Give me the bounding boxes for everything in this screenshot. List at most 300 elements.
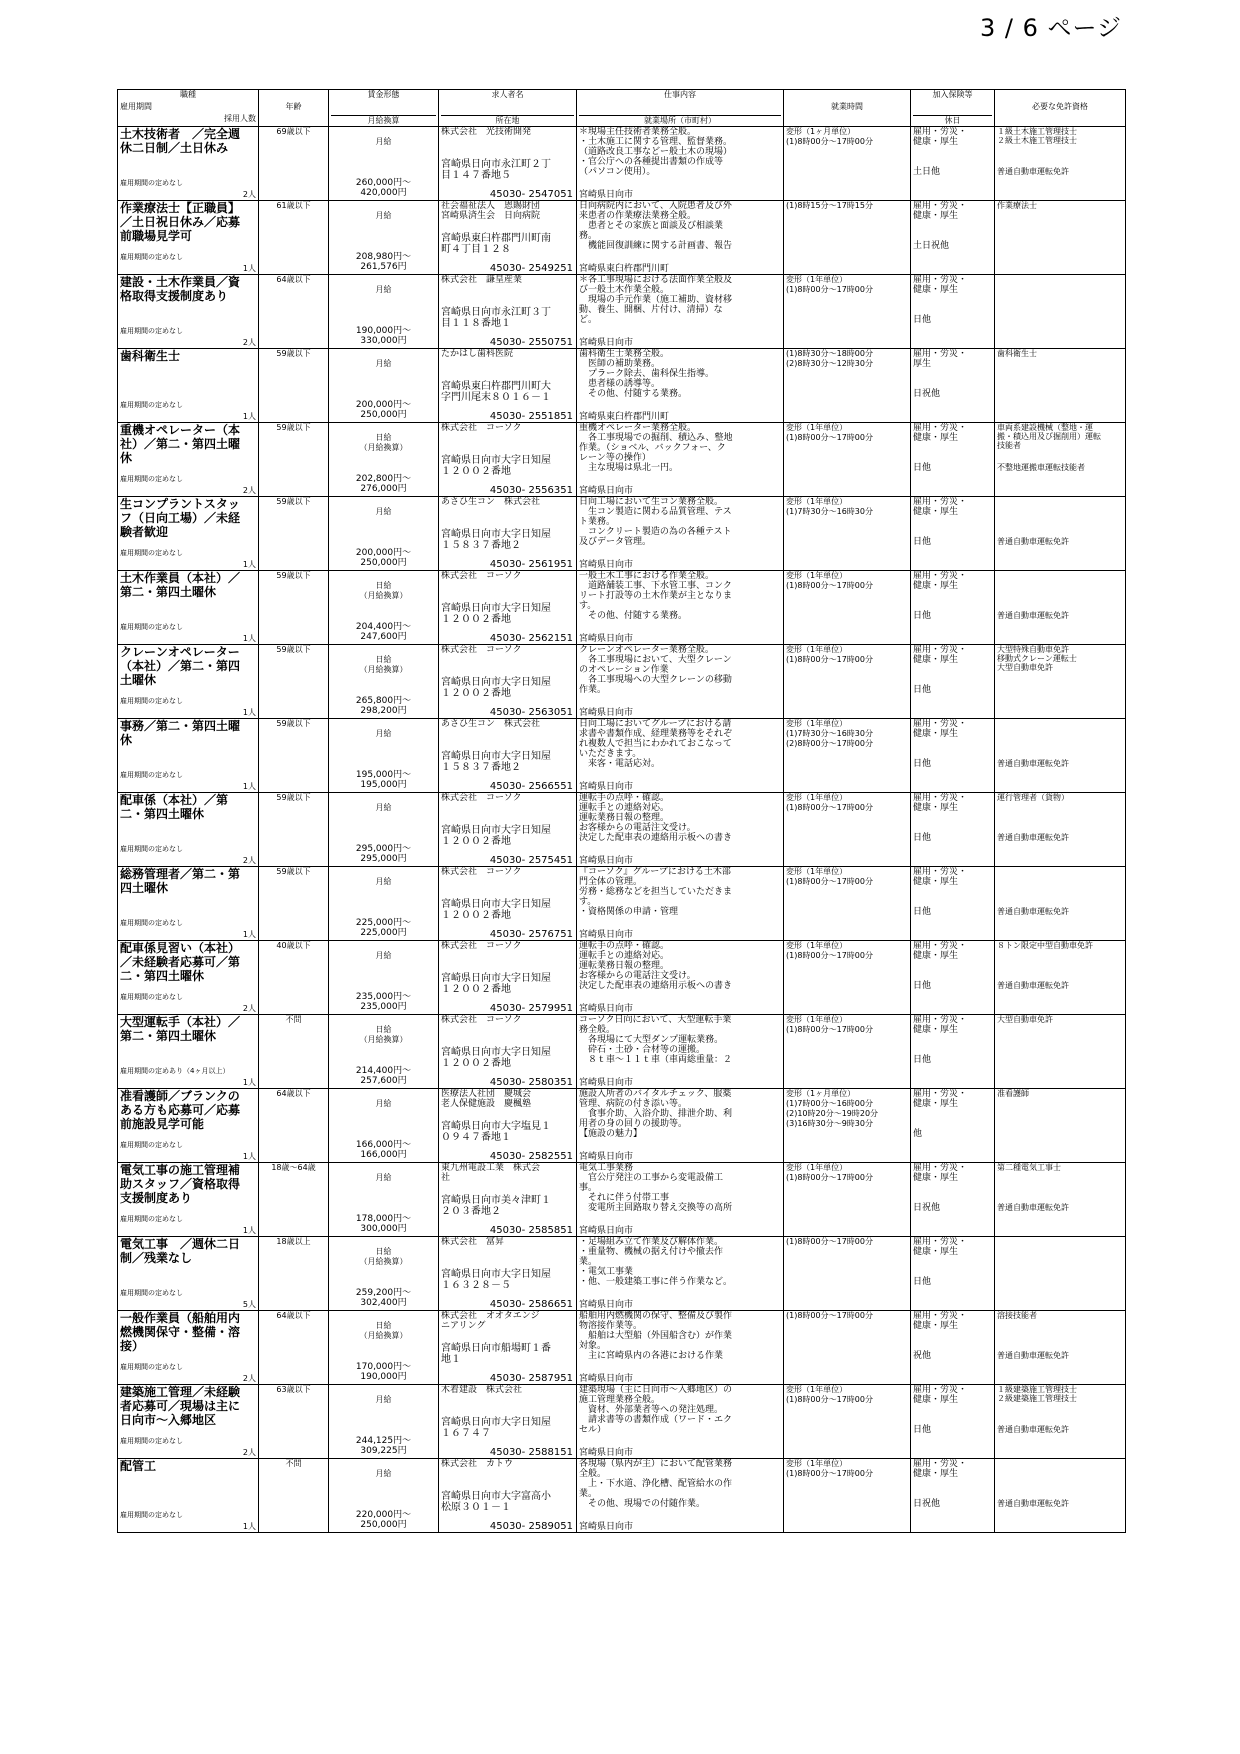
wage-sub: （月給換算） (359, 591, 408, 600)
wage-range: 295,000円～ 295,000円 (355, 844, 412, 864)
required-license: 大型特殊自動車免許 移動式クレーン運転士 大型自動車免許 (997, 645, 1077, 672)
job-cell (118, 201, 259, 275)
age-cell: 64歳以下 (259, 1089, 329, 1163)
job-cell (118, 867, 259, 941)
work-location: 宮崎県日向市 (579, 782, 634, 792)
job-description: 船舶用内燃機関の保守、整備及び製作 物溶接作業等。 船舶は大型船（外国船含む）が作業 対象。 主に宮崎県内の各港における作業 (579, 1311, 733, 1361)
company-address: 宮崎県日向市大字日知屋 １５８３７番地２ (441, 751, 551, 773)
company-address: 宮崎県日向市大字日知屋 １６７４７ (441, 1417, 551, 1439)
work-location: 宮崎県日向市 (579, 486, 634, 496)
hire-count: 2人 (242, 486, 256, 495)
insurance: 雇用・労災・ 健康・厚生 (913, 1163, 968, 1183)
insurance: 雇用・労災・ 健康・厚生 (913, 1089, 968, 1109)
hire-count: 1人 (242, 634, 256, 643)
company-cell (439, 1237, 577, 1311)
wage-type: 日給 (375, 1321, 392, 1330)
working-hours: 変形（1年単位） (1)8時00分～17時00分 (784, 1015, 911, 1089)
work-location: 宮崎県日向市 (579, 708, 634, 718)
work-location: 宮崎県日向市 (579, 1078, 634, 1088)
company-address: 宮崎県日向市大字日知屋 １２００２番地 (441, 603, 551, 625)
insurance-cell (911, 571, 995, 645)
job-description: 施設入所者のバイタルチェック、服薬 管理、病院の付き添い等。 食事介助、入浴介助、排泄介助、利 用者の身の回りの援助等。 【施設の魅力】 (579, 1089, 733, 1139)
working-hours: (1)8時15分～17時15分 (784, 201, 911, 275)
wage-cell (329, 423, 439, 497)
description-cell (577, 867, 784, 941)
license-cell (995, 1015, 1126, 1089)
required-license-2: 普通自動車運転免許 (997, 907, 1069, 916)
insurance-cell (911, 1015, 995, 1089)
holidays: 日祝他 (913, 1203, 941, 1213)
company-name: 東九州電設工業 株式会 社 (441, 1163, 541, 1183)
insurance: 雇用・労災・ 健康・厚生 (913, 1311, 968, 1331)
company-cell (439, 1015, 577, 1089)
wage-cell (329, 1459, 439, 1533)
age-cell: 59歳以下 (259, 571, 329, 645)
wage-cell (329, 793, 439, 867)
wage-cell (329, 571, 439, 645)
working-hours: 変形（1年単位） (1)8時00分～17時00分 (784, 571, 911, 645)
description-cell (577, 571, 784, 645)
license-cell (995, 867, 1126, 941)
job-number: 45030- 2582551 (489, 1151, 573, 1162)
hire-count: 1人 (242, 560, 256, 569)
job-description: 日向工場においてグループにおける請 求書や書類作成、経理業務等をそれぞ れ複数人で担当にわかれておこなって いただきます。 来客・電話応対。 (579, 719, 733, 769)
wage-type: 月給 (375, 359, 392, 368)
job-description: 日向工場において生コン業務全般。 生コン製造に関わる品質管理、テス ト業務。 コンクリート製造の為の各種テスト 及びデータ管理。 (579, 497, 732, 547)
company-address: 宮崎県日向市大字日知屋 １２００２番地 (441, 1047, 551, 1069)
required-license: 車両系建設機械（整地・運 搬・積込用及び掘削用）運転 技能者 (997, 423, 1101, 450)
description-cell (577, 1089, 784, 1163)
age-cell: 61歳以下 (259, 201, 329, 275)
job-description: コーソク日向において、大型運転手業 務全般。 各現場にて大型ダンプ運転業務。 砕石・土砂・合材等の運搬。 ８ｔ車～１１ｔ車（車両総重量：２ (579, 1015, 733, 1065)
description-cell (577, 1311, 784, 1385)
company-address: 宮崎県日向市大字日知屋 １２００２番地 (441, 455, 551, 477)
job-cell (118, 571, 259, 645)
license-cell (995, 497, 1126, 571)
wage-type: 月給 (375, 211, 392, 220)
age-cell: 59歳以下 (259, 349, 329, 423)
job-title: 電気工事の施工管理補 助スタッフ／資格取得 支援制度あり (120, 1163, 241, 1205)
working-hours: 変形（1年単位） (1)7時30分～16時30分 (2)8時00分～17時00分 (784, 719, 911, 793)
wage-range: 166,000円～ 166,000円 (355, 1140, 412, 1160)
company-address: 宮崎県日向市大字日知屋 １５８３７番地２ (441, 529, 551, 551)
job-description: 一般土木工事における作業全般。 道路舗装工事、下水管工事、コンク リート打設等の土木作業が主となりま す。 その他、付随する業務。 (579, 571, 733, 621)
company-cell (439, 645, 577, 719)
working-hours: (1)8時30分～18時00分 (2)8時30分～12時30分 (784, 349, 911, 423)
license-cell (995, 1163, 1126, 1237)
required-license-2: 普通自動車運転免許 (997, 833, 1069, 842)
wage-range: 202,800円～ 276,000円 (355, 474, 412, 494)
company-name: あさひ生コン 株式会社 (441, 497, 541, 507)
company-cell (439, 1459, 577, 1533)
wage-cell (329, 719, 439, 793)
company-cell (439, 1385, 577, 1459)
work-location: 宮崎県日向市 (579, 1226, 634, 1236)
required-license-2: 普通自動車運転免許 (997, 611, 1069, 620)
table-row (118, 1311, 1126, 1385)
company-name: たかはし歯科医院 (441, 349, 514, 359)
table-row (118, 793, 1126, 867)
description-cell (577, 127, 784, 201)
job-number: 45030- 2588151 (489, 1447, 573, 1458)
job-cell (118, 1163, 259, 1237)
table-row (118, 423, 1126, 497)
insurance-cell (911, 1237, 995, 1311)
insurance: 雇用・労災・ 厚生 (913, 349, 968, 369)
required-license: １級建築施工管理技士 ２級建築施工管理技士 (997, 1385, 1077, 1403)
wage-type: 月給 (375, 1469, 392, 1478)
insurance-cell (911, 645, 995, 719)
job-cell (118, 1311, 259, 1385)
header-desc: 仕事内容 就業場所（市町村） (577, 90, 784, 127)
wage-type: 月給 (375, 285, 392, 294)
working-hours: 変形（1年単位） (1)8時00分～17時00分 (784, 793, 911, 867)
required-license: 大型自動車免許 (997, 1015, 1053, 1024)
job-title: 建設・土木作業員／資 格取得支援制度あり (120, 275, 241, 303)
wage-cell (329, 1385, 439, 1459)
company-address: 宮崎県東臼杵郡門川町南 町４丁目１２８ (441, 233, 551, 255)
employment-period: 雇用期間の定めなし (120, 1289, 183, 1297)
working-hours: 変形（1年単位） (1)8時00分～17時00分 (784, 645, 911, 719)
job-title: 建築施工管理／未経験 者応募可／現場は主に 日向市～入郷地区 (120, 1385, 241, 1427)
company-name: 株式会社 光技術開発 (441, 127, 532, 137)
job-number: 45030- 2562151 (489, 633, 573, 644)
holidays: 日他 (913, 685, 932, 695)
license-cell (995, 1237, 1126, 1311)
holidays: 日他 (913, 1055, 932, 1065)
job-number: 45030- 2589051 (489, 1521, 573, 1532)
required-license-2: 普通自動車運転免許 (997, 537, 1069, 546)
wage-type: 日給 (375, 581, 392, 590)
required-license: 作業療法士 (997, 201, 1037, 210)
wage-range: 178,000円～ 300,000円 (355, 1214, 412, 1234)
job-number: 45030- 2585851 (489, 1225, 573, 1236)
header-wage: 賃金形態 月給換算 (329, 90, 439, 127)
holidays: 日他 (913, 611, 932, 621)
company-name: 社会福祉法人 恩賜財団 宮崎県済生会 日向病院 (441, 201, 541, 221)
job-description: 電気工事業務 官公庁発注の工事から変電設備工 事。 それに伴う付帯工事 変電所主回路取り替え交換等の高所 (579, 1163, 733, 1213)
company-name: 株式会社 コーソク (441, 867, 522, 877)
holidays: 日他 (913, 833, 932, 843)
job-number: 45030- 2547051 (489, 189, 573, 200)
company-cell (439, 349, 577, 423)
wage-cell (329, 1311, 439, 1385)
job-title: 重機オペレーター（本 社）／第二・第四土曜 休 (120, 423, 241, 465)
header-license: 必要な免許資格 (995, 90, 1126, 127)
header-insurance: 加入保険等 休日 (911, 90, 995, 127)
description-cell (577, 1237, 784, 1311)
insurance: 雇用・労災・ 健康・厚生 (913, 1385, 968, 1405)
required-license: 第二種電気工事士 (997, 1163, 1061, 1172)
employment-period: 雇用期間の定めなし (120, 1141, 183, 1149)
license-cell (995, 645, 1126, 719)
employment-period: 雇用期間の定めなし (120, 623, 183, 631)
job-description: ＊各工事現場における法面作業全般及 び一般土木作業全般。 現場の手元作業（施工補助、資材移 動、養生、開梱、片付け、清掃）な ど。 (579, 275, 733, 325)
job-cell (118, 719, 259, 793)
insurance-cell (911, 867, 995, 941)
job-cell (118, 793, 259, 867)
wage-sub: （月給換算） (359, 443, 408, 452)
required-license-2: 普通自動車運転免許 (997, 167, 1069, 176)
work-location: 宮崎県日向市 (579, 1374, 634, 1384)
job-number: 45030- 2580351 (489, 1077, 573, 1088)
age-cell: 59歳以下 (259, 497, 329, 571)
holidays: 日祝他 (913, 389, 941, 399)
wage-range: 259,200円～ 302,400円 (355, 1288, 412, 1308)
job-cell (118, 127, 259, 201)
job-cell (118, 1385, 259, 1459)
wage-type: 月給 (375, 803, 392, 812)
description-cell (577, 1385, 784, 1459)
wage-sub: （月給換算） (359, 665, 408, 674)
working-hours: 変形（1年単位） (1)8時00分～17時00分 (784, 867, 911, 941)
license-cell (995, 1385, 1126, 1459)
employment-period: 雇用期間の定めなし (120, 327, 183, 335)
company-address: 宮崎県日向市美々津町１ ２０３番地２ (441, 1195, 551, 1217)
work-location: 宮崎県日向市 (579, 1300, 634, 1310)
age-cell: 不問 (259, 1459, 329, 1533)
working-hours: 変形（1ヶ月単位） (1)8時00分～17時00分 (784, 127, 911, 201)
hire-count: 2人 (242, 338, 256, 347)
wage-type: 月給 (375, 877, 392, 886)
company-name: 木着建設 株式会社 (441, 1385, 523, 1395)
table-row (118, 1015, 1126, 1089)
description-cell (577, 497, 784, 571)
required-license-2: 不整地運搬車運転技能者 (997, 463, 1085, 472)
header-row (118, 90, 1126, 127)
company-address: 宮崎県東臼杵郡門川町大 字門川尾末８０１６－１ (441, 381, 551, 403)
holidays: 日他 (913, 981, 932, 991)
description-cell (577, 645, 784, 719)
age-cell: 18歳～64歳 (259, 1163, 329, 1237)
company-name: 株式会社 謙皇産業 (441, 275, 523, 285)
hire-count: 5人 (242, 1300, 256, 1309)
company-address: 宮崎県日向市永江町３丁 目１１８番地１ (441, 307, 551, 329)
age-cell: 18歳以上 (259, 1237, 329, 1311)
company-address: 宮崎県日向市大字日知屋 １２００２番地 (441, 825, 551, 847)
employment-period: 雇用期間の定めなし (120, 1437, 183, 1445)
license-cell (995, 1089, 1126, 1163)
description-cell (577, 201, 784, 275)
license-cell (995, 201, 1126, 275)
company-name: 株式会社 コーソク (441, 1015, 522, 1025)
job-description: 各現場（県内が主）において配管業務 全般。 上・下水道、浄化槽、配管給水の作 業。 その他、現場での付随作業。 (579, 1459, 733, 1509)
age-cell: 59歳以下 (259, 719, 329, 793)
description-cell (577, 1015, 784, 1089)
table-row (118, 571, 1126, 645)
required-license-2: 普通自動車運転免許 (997, 1499, 1069, 1508)
company-name: あさひ生コン 株式会社 (441, 719, 541, 729)
company-address: 宮崎県日向市大字塩見１ ０９４７番地１ (441, 1121, 551, 1143)
job-number: 45030- 2549251 (489, 263, 573, 274)
description-cell (577, 719, 784, 793)
holidays: 土日祝他 (913, 241, 950, 251)
wage-cell (329, 201, 439, 275)
employment-period: 雇用期間の定めなし (120, 993, 183, 1001)
wage-range: 200,000円～ 250,000円 (355, 548, 412, 568)
hire-count: 1人 (242, 412, 256, 421)
hire-count: 2人 (242, 1374, 256, 1383)
table-row (118, 719, 1126, 793)
employment-period: 雇用期間の定めなし (120, 697, 183, 705)
work-location: 宮崎県日向市 (579, 1522, 634, 1532)
hire-count: 1人 (242, 782, 256, 791)
wage-cell (329, 497, 439, 571)
holidays: 日祝他 (913, 1499, 941, 1509)
hire-count: 2人 (242, 856, 256, 865)
wage-type: 月給 (375, 1395, 392, 1404)
wage-type: 日給 (375, 655, 392, 664)
holidays: 土日他 (913, 167, 941, 177)
wage-range: 235,000円～ 235,000円 (355, 992, 412, 1012)
wage-cell (329, 275, 439, 349)
working-hours: 変形（1年単位） (1)8時00分～17時00分 (784, 1163, 911, 1237)
employment-period: 雇用期間の定めなし (120, 475, 183, 483)
company-name: 株式会社 コーソク (441, 423, 522, 433)
job-title: 生コンプラントスタッ フ（日向工場）／未経 験者歓迎 (120, 497, 241, 539)
working-hours: 変形（1年単位） (1)8時00分～17時00分 (784, 1459, 911, 1533)
holidays: 日他 (913, 1277, 932, 1287)
insurance: 雇用・労災・ 健康・厚生 (913, 719, 968, 739)
insurance-cell (911, 1311, 995, 1385)
employment-period: 雇用期間の定めなし (120, 771, 183, 779)
company-cell (439, 423, 577, 497)
job-number: 45030- 2579951 (489, 1003, 573, 1014)
description-cell (577, 1459, 784, 1533)
insurance-cell (911, 201, 995, 275)
job-description: 日向病院内において、入院患者及び外 来患者の作業療法業務全般。 患者とその家族と面談及び相談業 務。 機能回復訓練に関する計画書、報告 (579, 201, 733, 251)
job-listing-table (117, 89, 1126, 1533)
table-row (118, 497, 1126, 571)
wage-type: 日給 (375, 433, 392, 442)
work-location: 宮崎県日向市 (579, 1152, 634, 1162)
required-license: 歯科衛生士 (997, 349, 1037, 358)
company-cell (439, 275, 577, 349)
work-location: 宮崎県日向市 (579, 560, 634, 570)
job-cell (118, 349, 259, 423)
company-address: 宮崎県日向市大字日知屋 １６３２８－５ (441, 1269, 551, 1291)
insurance-cell (911, 1089, 995, 1163)
hire-count: 1人 (242, 1078, 256, 1087)
job-title: 配車係（本社）／第 二・第四土曜休 (120, 793, 229, 821)
working-hours: 変形（1年単位） (1)8時00分～17時00分 (784, 275, 911, 349)
employment-period: 雇用期間の定めなし (120, 1363, 183, 1371)
employment-period: 雇用期間の定めあり（4ヶ月以上） (120, 1067, 230, 1075)
job-title: 土木作業員（本社）／ 第二・第四土曜休 (120, 571, 241, 599)
company-cell (439, 1163, 577, 1237)
work-location: 宮崎県日向市 (579, 856, 634, 866)
wage-cell (329, 867, 439, 941)
wage-cell (329, 1163, 439, 1237)
hire-count: 1人 (242, 1152, 256, 1161)
insurance-cell (911, 127, 995, 201)
job-description: 『コーソク』グループにおける土木部 門全体の管理。 労務・総務などを担当していただきま す。 ・資格関係の申請・管理 (579, 867, 733, 917)
hire-count: 2人 (242, 190, 256, 199)
job-title: 総務管理者／第二・第 四土曜休 (120, 867, 241, 895)
working-hours: 変形（1ヶ月単位） (1)7時00分～16時00分 (2)10時20分～19時20分 (3)16時30分～9時30分 (784, 1089, 911, 1163)
hire-count: 1人 (242, 1522, 256, 1531)
wage-range: 244,125円～ 309,225円 (355, 1436, 412, 1456)
company-cell (439, 719, 577, 793)
wage-type: 月給 (375, 1173, 392, 1182)
employment-period: 雇用期間の定めなし (120, 845, 183, 853)
holidays: 日他 (913, 315, 932, 325)
holidays: 祝他 (913, 1351, 932, 1361)
job-title: 一般作業員（船舶用内 燃機関保守・整備・溶 接） (120, 1311, 241, 1353)
age-cell: 40歳以下 (259, 941, 329, 1015)
job-number: 45030- 2556351 (489, 485, 573, 496)
job-description: ＊現場主任技術者業務全般。 ・土木施工に関する管理、監督業務。 （道路改良工事などー般土木の現場） ・官公庁への各種提出書類の作成等 （パソコン使用）。 (579, 127, 733, 177)
insurance-cell (911, 719, 995, 793)
wage-range: 214,400円～ 257,600円 (355, 1066, 412, 1086)
insurance-cell (911, 275, 995, 349)
wage-type: 日給 (375, 1247, 392, 1256)
description-cell (577, 941, 784, 1015)
working-hours: (1)8時00分～17時00分 (784, 1237, 911, 1311)
hire-count: 2人 (242, 1448, 256, 1457)
holidays: 日他 (913, 463, 932, 473)
license-cell (995, 941, 1126, 1015)
table-row (118, 1089, 1126, 1163)
company-name: 株式会社 富昇 (441, 1237, 505, 1247)
license-cell (995, 793, 1126, 867)
wage-sub: （月給換算） (359, 1035, 408, 1044)
work-location: 宮崎県東臼杵郡門川町 (579, 264, 670, 274)
table-row (118, 1163, 1126, 1237)
wage-type: 日給 (375, 1025, 392, 1034)
required-license: 運行管理者（貨物） (997, 793, 1069, 802)
job-number: 45030- 2575451 (489, 855, 573, 866)
job-cell (118, 645, 259, 719)
job-title: 作業療法士【正職員】 ／土日祝日休み／応募 前職場見学可 (120, 201, 241, 243)
work-location: 宮崎県東臼杵郡門川町 (579, 412, 670, 422)
job-cell (118, 1459, 259, 1533)
job-title: 事務／第二・第四土曜 休 (120, 719, 241, 747)
work-location: 宮崎県日向市 (579, 634, 634, 644)
insurance: 雇用・労災・ 健康・厚生 (913, 1459, 968, 1479)
wage-cell (329, 349, 439, 423)
company-cell (439, 941, 577, 1015)
insurance-cell (911, 423, 995, 497)
job-title: クレーンオペレーター （本社）／第二・第四 土曜休 (120, 645, 241, 687)
company-address: 宮崎県日向市大字日知屋 １２００２番地 (441, 973, 551, 995)
employment-period: 雇用期間の定めなし (120, 919, 183, 927)
holidays: 日他 (913, 1425, 932, 1435)
job-number: 45030- 2576751 (489, 929, 573, 940)
age-cell: 69歳以下 (259, 127, 329, 201)
license-cell (995, 571, 1126, 645)
company-name: 株式会社 コーソク (441, 571, 522, 581)
table-row (118, 1237, 1126, 1311)
job-cell (118, 497, 259, 571)
job-number: 45030- 2561951 (489, 559, 573, 570)
age-cell: 64歳以下 (259, 275, 329, 349)
age-cell: 不問 (259, 1015, 329, 1089)
job-number: 45030- 2566551 (489, 781, 573, 792)
wage-cell (329, 1237, 439, 1311)
insurance: 雇用・労災・ 健康・厚生 (913, 941, 968, 961)
wage-type: 月給 (375, 1099, 392, 1108)
insurance-cell (911, 1459, 995, 1533)
hire-count: 1人 (242, 930, 256, 939)
table-row (118, 867, 1126, 941)
employment-period: 雇用期間の定めなし (120, 549, 183, 557)
wage-cell (329, 127, 439, 201)
header-job: 職種 雇用期間 採用人数 (118, 90, 259, 127)
job-description: 歯科衛生士業務全般。 医師の補助業務。 プラーク除去、歯科保生指導。 患者様の誘導等。 その他、付随する業務。 (579, 349, 715, 399)
employment-period: 雇用期間の定めなし (120, 1511, 183, 1519)
insurance: 雇用・労災・ 健康・厚生 (913, 1015, 968, 1035)
